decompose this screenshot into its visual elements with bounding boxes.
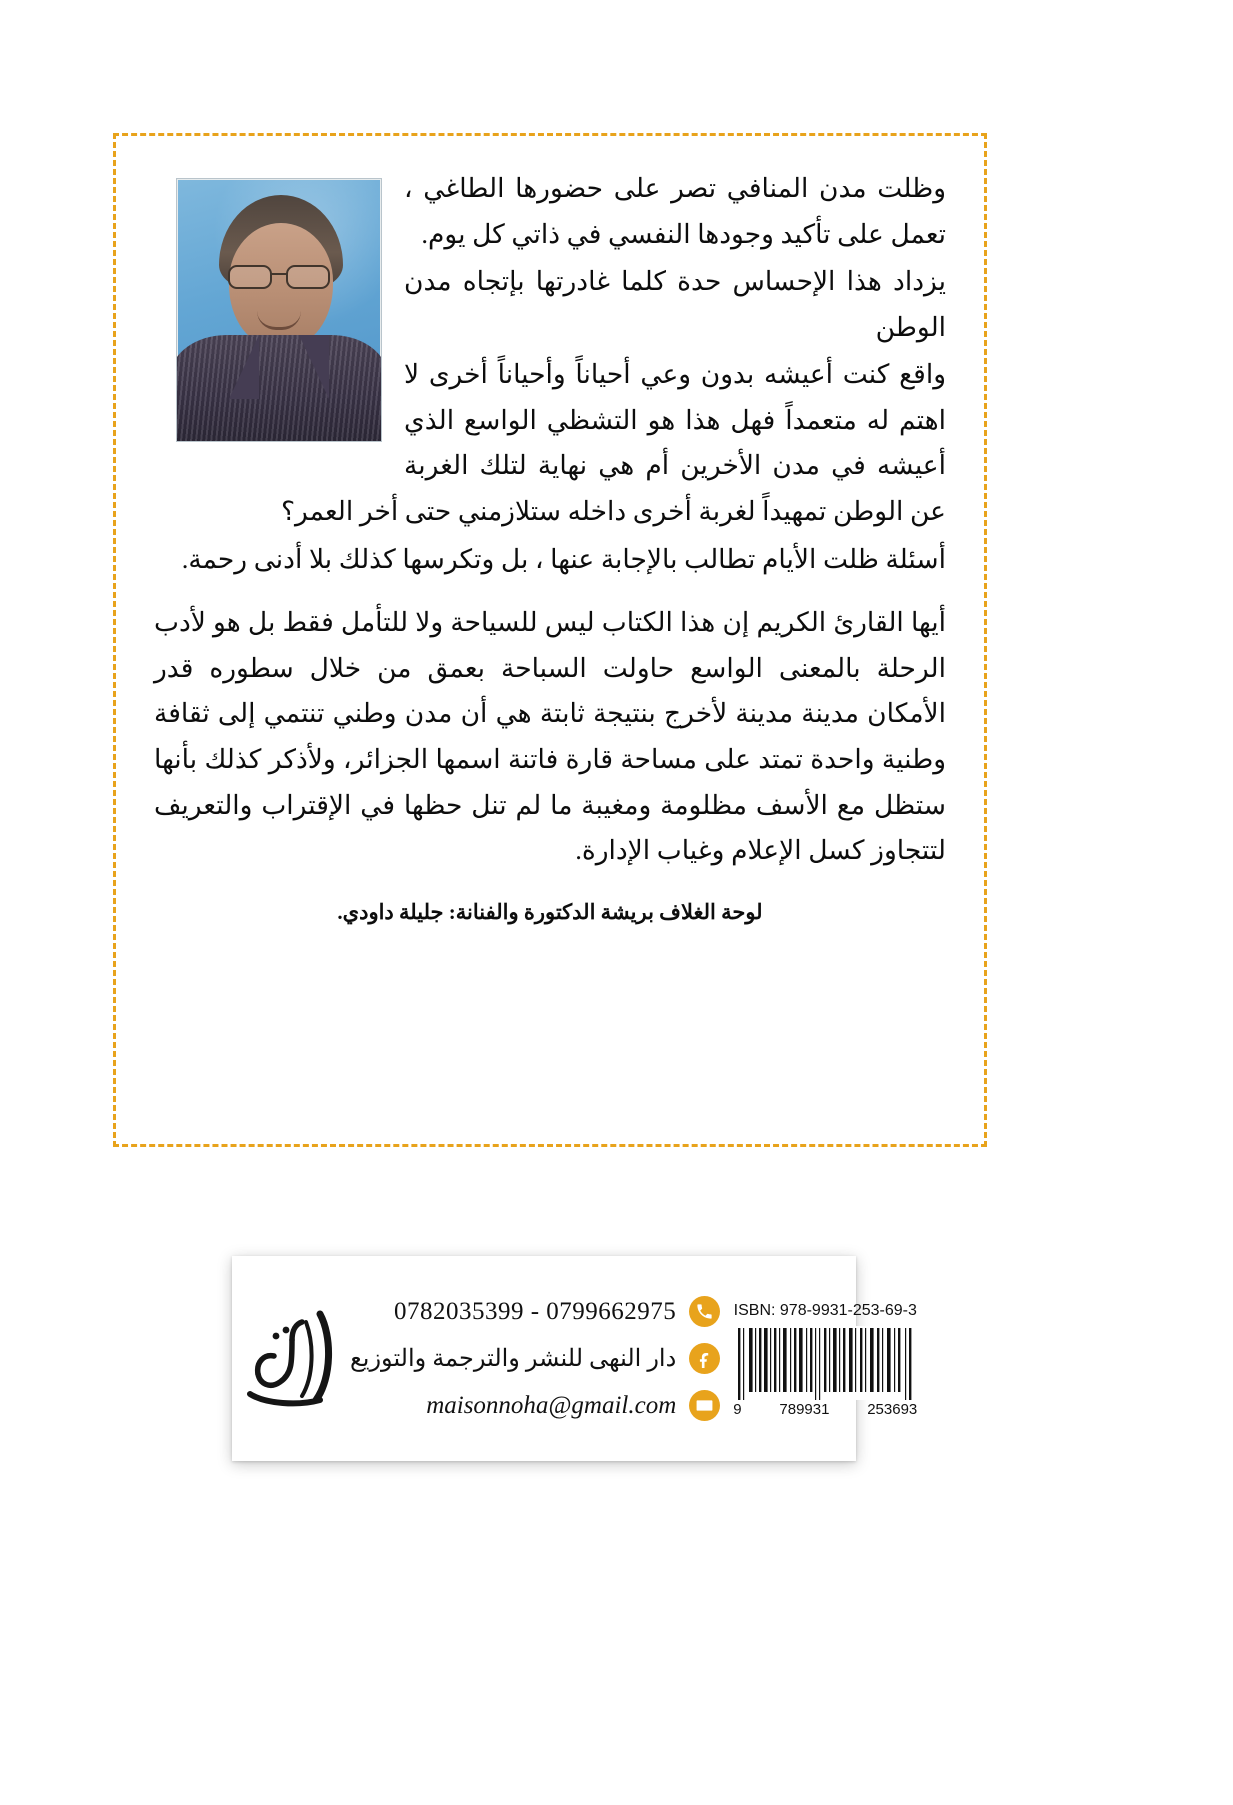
publisher-email: maisonnoha@gmail.com — [426, 1391, 677, 1419]
blurb-inner — [154, 166, 946, 1130]
phone-icon — [689, 1296, 720, 1327]
publisher-phone-numbers: 0782035399 - 0799662975 — [393, 1297, 677, 1325]
blurb-paragraph-1: وظلت مدن المنافي تصر على حضورها الطاغي ، تعمل على تأكيد وجودها النفسي في ذاتي كل يوم. — [404, 173, 946, 249]
portrait-shirt — [176, 335, 382, 441]
portrait-collar-right — [299, 335, 329, 399]
isbn-label: ISBN: 978-9931-253-69-3 — [733, 1301, 917, 1319]
publisher-logo-column — [232, 1256, 340, 1461]
noha-publisher-logo — [236, 1300, 340, 1418]
barcode-digits-mid: 789931 — [779, 1400, 830, 1418]
blurb-paragraph-2: يزداد هذا الإحساس حدة كلما غادرتها بإتجاه مدن الوطن — [404, 266, 946, 342]
blurb-paragraph-5: أيها القارئ الكريم إن هذا الكتاب ليس للسياحة ولا للتأمل فقط بل هو لأدب الرحلة بالمعنى الواسع حاولت السباحة بعمق من خلال سطوره قدر الأمكان مدينة مدينة لأخرج بنتيجة ثابتة هي أن مدن وطني تنتمي إلى ثقافة وطنية واحدة تمتد على مساحة قارة فاتنة اسمها الجزائر، ولأذكر كذلك بأنها ستظل مع الأسف مظلومة ومغيبة ما لم تنل حظها في الإقتراب والتعريف لتتجاوز كسل الإعلام وغياب الإدارة. — [154, 607, 946, 866]
publisher-email-row — [350, 1390, 720, 1421]
publisher-contact-column — [340, 1256, 724, 1461]
blurb-dashed-box — [113, 133, 987, 1147]
blurb-spacer — [154, 584, 946, 600]
isbn-barcode — [732, 1326, 918, 1400]
envelope-icon — [689, 1390, 720, 1421]
publisher-phone-row — [350, 1296, 720, 1327]
cover-artwork-credit: لوحة الغلاف بريشة الدكتورة والفنانة: جليلة داودي. — [337, 899, 763, 924]
publisher-name: دار النهى للنشر والترجمة والتوزيع — [350, 1346, 677, 1372]
barcode-wrap — [732, 1326, 918, 1418]
portrait-collar-left — [229, 335, 259, 399]
author-portrait-photo — [176, 178, 382, 442]
publisher-info-card — [232, 1256, 918, 1461]
barcode-digit-left: 9 — [733, 1400, 742, 1418]
facebook-icon — [689, 1343, 720, 1374]
portrait-glasses — [228, 265, 330, 285]
isbn-barcode-column — [724, 1256, 926, 1461]
barcode-digits — [732, 1401, 918, 1418]
blurb-paragraph-4: أسئلة ظلت الأيام تطالب بالإجابة عنها ، بل وتكرسها كذلك بلا أدنى رحمة. — [181, 543, 946, 574]
publisher-facebook-row — [350, 1343, 720, 1374]
barcode-digits-right: 253693 — [867, 1400, 918, 1418]
blurb-paragraph-3: واقع كنت أعيشه بدون وعي أحياناً وأحياناً أخرى لا اهتم له متعمداً فهل هذا هو التشظي الواسع الذي أعيشه في مدن الأخرين أم هي نهاية لتلك الغربة عن الوطن تمهيداً لغربة أخرى داخله ستلازمني حتى أخر العمر؟ — [280, 359, 946, 527]
